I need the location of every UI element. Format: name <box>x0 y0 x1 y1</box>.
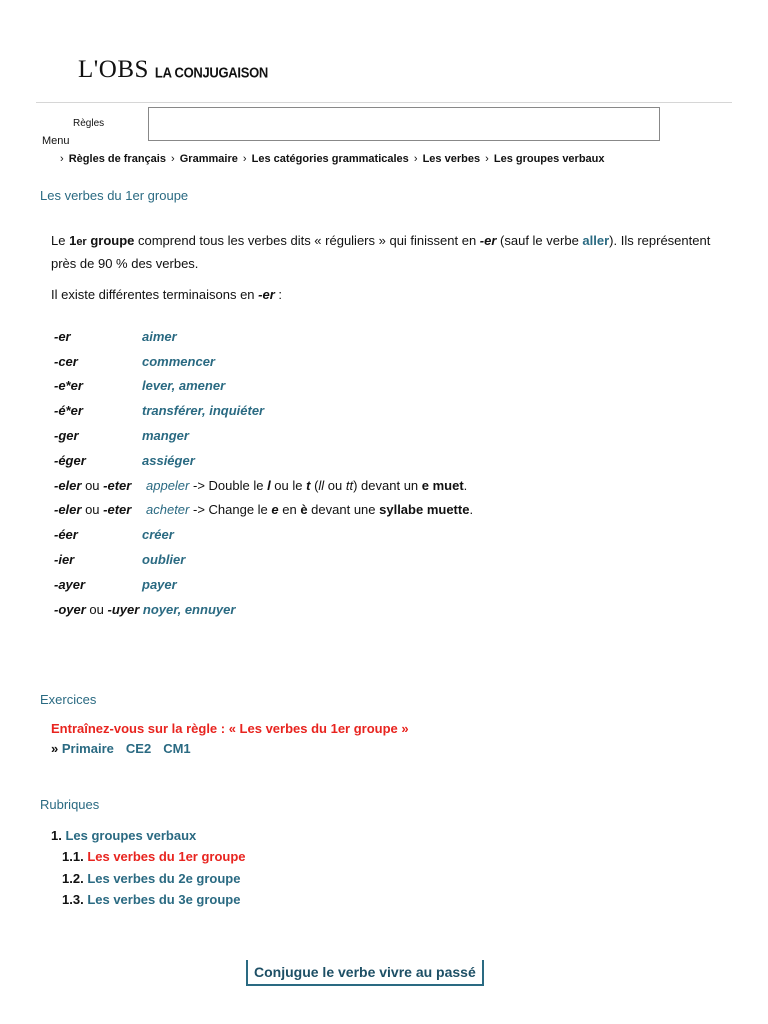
exercise-link[interactable]: Entraînez-vous sur la règle : « Les verbes du 1er groupe » <box>51 721 409 736</box>
breadcrumb-item[interactable]: Grammaire <box>179 153 238 165</box>
regles-link[interactable]: Règles <box>73 118 105 129</box>
table-row: -ger manger <box>54 428 189 444</box>
list-item: 1.1. Les verbes du 1er groupe <box>62 849 246 865</box>
terminations-table <box>54 324 473 622</box>
intro-terminations: Il existe différentes terminaisons en -er : <box>51 287 283 302</box>
breadcrumb-item[interactable]: Règles de français <box>68 153 166 165</box>
search-input[interactable] <box>148 107 660 141</box>
breadcrumb-item[interactable]: Les verbes <box>422 153 481 165</box>
verb-link[interactable]: acheter <box>146 502 190 518</box>
breadcrumb-item[interactable]: Les groupes verbaux <box>493 153 605 165</box>
table-row: -e*er lever, amener <box>54 378 226 394</box>
intro-paragraph: Le 1er groupe comprend tous les verbes dits « réguliers » qui finissent en -er (sauf le verbe aller). Ils représentent près de 90 % des verbes. <box>51 233 711 271</box>
exercices-title: Exercices <box>40 692 97 707</box>
verb-link[interactable]: appeler <box>146 477 190 493</box>
exercise-levels: » Primaire CE2 CM1 <box>51 741 191 756</box>
site-logo[interactable] <box>78 56 268 84</box>
rubrique-link[interactable]: Les verbes du 2e groupe <box>87 870 241 886</box>
rubriques-title: Rubriques <box>40 797 100 812</box>
rubrique-link-current[interactable]: Les verbes du 1er groupe <box>87 849 246 865</box>
table-row: -ayer payer <box>54 576 177 592</box>
table-row: -eler ou -eter acheter -> Change le e en è devant une syllabe muette. <box>54 502 474 518</box>
page-title: Les verbes du 1er groupe <box>40 188 189 203</box>
level-link-primaire[interactable]: Primaire <box>61 741 114 756</box>
menu-button[interactable]: Menu <box>42 135 70 147</box>
rubrique-link[interactable]: Les groupes verbaux <box>65 828 197 843</box>
breadcrumb-item[interactable]: Les catégories grammaticales <box>251 153 409 165</box>
logo-conjugaison: LA CONJUGAISON <box>154 63 268 82</box>
verb-link[interactable]: lever <box>142 378 172 394</box>
verb-link[interactable]: commencer <box>142 353 215 369</box>
table-row: -cer commencer <box>54 353 215 369</box>
table-row: -é*er transférer, inquiéter <box>54 403 265 419</box>
header-divider <box>36 102 732 103</box>
verb-link[interactable]: aimer <box>142 328 177 344</box>
verb-link[interactable]: oublier <box>142 552 186 568</box>
rubriques-list <box>51 825 246 910</box>
rubrique-link[interactable]: Les verbes du 3e groupe <box>87 891 241 907</box>
conjugate-cta-button[interactable]: Conjugue le verbe vivre au passé <box>246 960 484 986</box>
table-row: -eler ou -eter appeler -> Double le l ou le t (ll ou tt) devant un e muet. <box>54 477 468 493</box>
verb-link[interactable]: inquiéter <box>209 403 265 419</box>
logo-obs: L'OBS <box>78 56 149 83</box>
table-row: -er aimer <box>54 328 177 344</box>
table-row: -oyer ou -uyer noyer, ennuyer <box>54 601 236 617</box>
verb-link[interactable]: créer <box>142 527 174 543</box>
verb-link[interactable]: payer <box>142 576 177 592</box>
list-item: 1.3. Les verbes du 3e groupe <box>62 891 241 907</box>
level-link-ce2[interactable]: CE2 <box>125 741 152 756</box>
verb-link[interactable]: transférer <box>142 403 202 419</box>
list-item: 1. Les groupes verbaux <box>51 828 197 843</box>
verb-link[interactable]: manger <box>142 428 189 444</box>
verb-link[interactable]: noyer <box>142 601 178 617</box>
breadcrumb: › Règles de français › Grammaire › Les catégories grammaticales › Les verbes › Les groupes verbaux <box>60 153 605 165</box>
level-link-cm1[interactable]: CM1 <box>163 741 191 756</box>
verb-link[interactable]: assiéger <box>142 452 195 468</box>
table-row: -éer créer <box>54 527 174 543</box>
verb-link[interactable]: amener <box>178 378 226 394</box>
verb-link[interactable]: ennuyer <box>184 601 236 617</box>
list-item: 1.2. Les verbes du 2e groupe <box>62 870 241 886</box>
table-row: -ier oublier <box>54 552 186 568</box>
aller-link[interactable]: aller <box>582 233 610 248</box>
table-row: -éger assiéger <box>54 452 195 468</box>
